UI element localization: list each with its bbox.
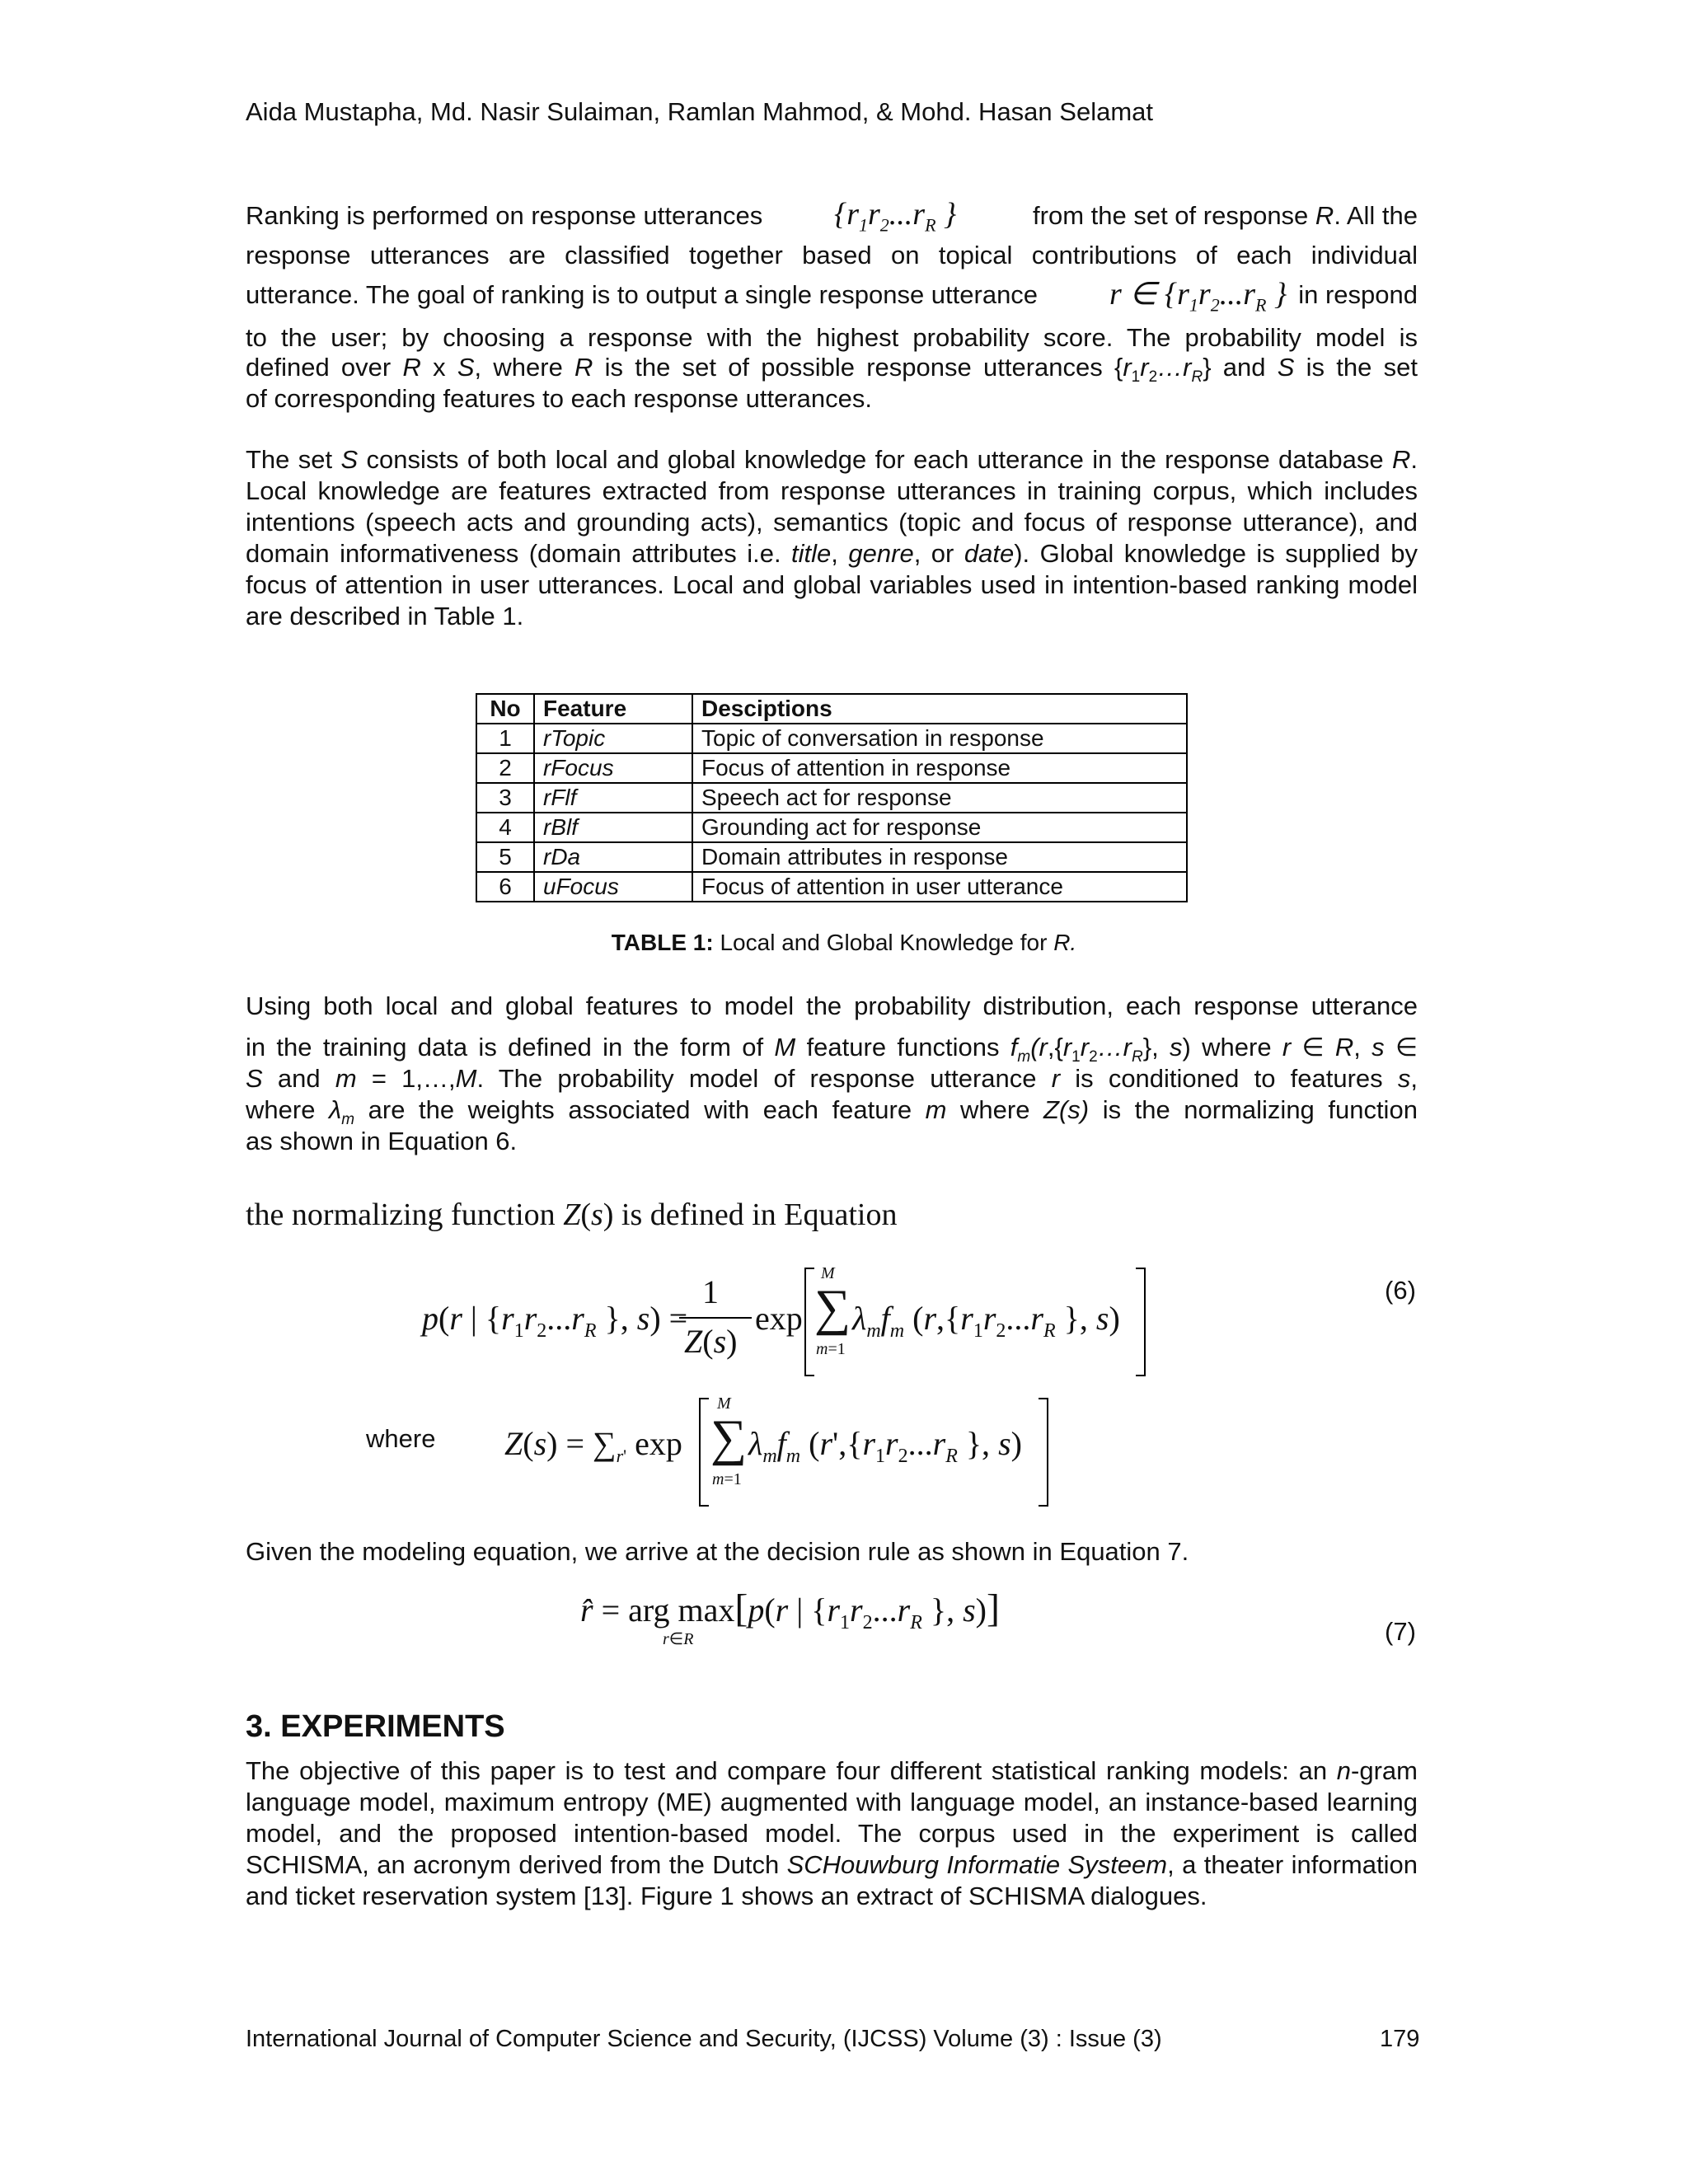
- sum-sign: ∑: [710, 1410, 748, 1466]
- subscript: 1: [1131, 368, 1141, 387]
- eq7-subscript: r∈R: [663, 1630, 694, 1648]
- table-cell: Focus of attention in response: [692, 753, 1187, 783]
- text: title: [791, 539, 832, 568]
- table-caption: [0, 930, 1688, 956]
- table-cell: Focus of attention in user utterance: [692, 872, 1187, 902]
- table-cell: 2: [476, 753, 534, 783]
- left-bracket: [804, 1268, 814, 1376]
- text: , where: [474, 353, 563, 382]
- table-cell: Topic of conversation in response: [692, 724, 1187, 753]
- text: ). Global knowledge is supplied by focus of attention in user utterances. Local and global variables used in intention-based ranking model are described in Table 1.: [246, 539, 1418, 630]
- text: R: [574, 353, 593, 382]
- text: is the normalizing function: [1102, 1095, 1418, 1124]
- table-cell: 6: [476, 872, 534, 902]
- eq-denominator: Z(s): [684, 1323, 738, 1360]
- table-row: [476, 872, 1187, 902]
- text: R: [402, 353, 421, 382]
- right-bracket: [1039, 1398, 1048, 1507]
- text: the normalizing function: [246, 1197, 556, 1232]
- fraction-bar: [679, 1317, 752, 1319]
- text: as shown in Equation 6.: [246, 1127, 518, 1155]
- text: is the set of possible response utterances {: [604, 353, 1123, 382]
- text: feature functions: [806, 1033, 1000, 1062]
- sum-lower: m=1: [712, 1470, 742, 1488]
- text: . Local knowledge are features extracted from response utterances in training corpus, which includes intentions (speech acts and grounding acts), semantics (topic and focus of response utterance), and domain informativeness (domain attributes i.e.: [246, 445, 1418, 568]
- subscript: m: [341, 1111, 355, 1129]
- text: in respond: [1298, 280, 1418, 309]
- text: Z: [563, 1197, 581, 1232]
- text: (r: [1030, 1033, 1048, 1062]
- text: r: [1080, 1033, 1090, 1062]
- table-cell: Domain attributes in response: [692, 842, 1187, 872]
- table-cell: rFlf: [534, 783, 692, 813]
- footer-journal: International Journal of Computer Science and Security, (IJCSS) Volume (3) : Issue (3): [246, 2026, 1162, 2052]
- eq-z-lhs: $Z(s) = \sum_{r'}$ exp: [504, 1425, 682, 1466]
- text: ,{: [1047, 1033, 1063, 1062]
- text: λ: [329, 1095, 342, 1124]
- set-r-formula: {$r_1r_2...r_R$ }: [834, 197, 957, 236]
- table-cell: rTopic: [534, 724, 692, 753]
- table-header-cell: No: [476, 694, 534, 724]
- text: is conditioned to features: [1075, 1064, 1383, 1093]
- text: where: [960, 1095, 1030, 1124]
- text: x: [433, 353, 446, 382]
- running-header: Aida Mustapha, Md. Nasir Sulaiman, Ramlan Mahmod, & Mohd. Hasan Selamat: [246, 97, 1153, 126]
- text: (: [580, 1197, 591, 1232]
- table-cell: 3: [476, 783, 534, 813]
- r-in-set-formula: r ∈ {$r_1r_2...r_R$ }: [1109, 277, 1287, 316]
- text: s: [590, 1197, 603, 1232]
- eq-lhs: p(r | {$r_1r_2...r_R$ }, s) =: [422, 1300, 688, 1342]
- text: , a theater information and ticket reservation system [13]. Figure 1 shows an extract of SCHISMA dialogues.: [246, 1850, 1418, 1910]
- text: and: [277, 1064, 321, 1093]
- text: n: [1336, 1756, 1352, 1785]
- subscript: 2: [1089, 1048, 1098, 1066]
- text: to the user; by choosing a response with the highest probability score. The probability model is: [246, 323, 1418, 352]
- text: ) where: [1182, 1033, 1272, 1062]
- text: },: [1142, 1033, 1159, 1062]
- equation-6: [422, 1264, 1164, 1383]
- text: m: [335, 1064, 357, 1093]
- text: ,: [1353, 1033, 1361, 1062]
- table-row: [476, 842, 1187, 872]
- table-cell: 5: [476, 842, 534, 872]
- text: s: [1397, 1064, 1411, 1093]
- caption-text: Local and Global Knowledge for: [720, 930, 1048, 955]
- table-row: [476, 783, 1187, 813]
- text: S: [246, 1064, 263, 1093]
- subscript: 1: [1071, 1048, 1081, 1066]
- table-cell: uFocus: [534, 872, 692, 902]
- text: ∈: [1301, 1033, 1325, 1062]
- text: , or: [913, 539, 954, 568]
- left-bracket: [699, 1398, 709, 1507]
- sum-upper: M: [717, 1394, 731, 1413]
- text: s: [1372, 1033, 1385, 1062]
- table-cell: 1: [476, 724, 534, 753]
- section-3-paragraph: [246, 1755, 1418, 1912]
- right-bracket: [1136, 1268, 1146, 1376]
- subscript: 2: [1148, 368, 1158, 387]
- text: The objective of this paper is to test and compare four different statistical ranking models: an: [246, 1756, 1328, 1785]
- subscript: m: [1017, 1048, 1031, 1066]
- caption-symbol: R.: [1053, 930, 1077, 955]
- table-cell: rDa: [534, 842, 692, 872]
- text: -gram language model, maximum entropy (ME) augmented with language model, an instance-based learning model, and the proposed intention-based model. The corpus used in the experiment is called SCHISMA, an acronym derived from the Dutch: [246, 1756, 1418, 1879]
- text: is the set: [1306, 353, 1418, 382]
- sum-sign: ∑: [814, 1280, 851, 1336]
- text: ) is defined in Equation: [603, 1197, 898, 1232]
- text: m: [925, 1095, 947, 1124]
- sum-lower: m=1: [816, 1340, 846, 1358]
- paragraph-2: [246, 444, 1418, 632]
- text: r: [1140, 353, 1149, 382]
- section-heading: 3. EXPERIMENTS: [246, 1709, 505, 1744]
- table-cell: 4: [476, 813, 534, 842]
- text: ∈: [1395, 1033, 1418, 1062]
- table-cell: Speech act for response: [692, 783, 1187, 813]
- text: utterance. The goal of ranking is to output a single response utterance: [246, 280, 1039, 309]
- text: r: [1123, 353, 1132, 382]
- eq-z-summand: $\lambda_mf_m$ ($r',\{r_1r_2...r_R$ }, s): [748, 1425, 1022, 1467]
- text: Ranking is performed on response utterances: [246, 201, 763, 230]
- text: s: [1170, 1033, 1183, 1062]
- text: M: [455, 1064, 477, 1093]
- text: S: [1277, 353, 1295, 382]
- table-cell: rFocus: [534, 753, 692, 783]
- equation-7: [580, 1586, 1009, 1660]
- table-cell: rBlf: [534, 813, 692, 842]
- feature-table: [476, 693, 1188, 902]
- text: date: [964, 539, 1015, 568]
- table-row: [476, 724, 1187, 753]
- text: r: [1282, 1033, 1292, 1062]
- text: The set: [246, 445, 333, 474]
- subscript: R: [1191, 368, 1203, 387]
- text: R: [1334, 1033, 1354, 1062]
- where-label: where: [366, 1424, 436, 1453]
- caption-label: TABLE 1:: [611, 930, 714, 955]
- table-header-cell: Feature: [534, 694, 692, 724]
- text: } and: [1203, 353, 1266, 382]
- table-header-row: [476, 694, 1187, 724]
- eq-exp: exp: [755, 1300, 803, 1337]
- text: Z(s): [1043, 1095, 1090, 1124]
- table-row: [476, 813, 1187, 842]
- normalizing-line: [246, 1197, 897, 1233]
- text: S: [457, 353, 475, 382]
- equation-6-number: (6): [1385, 1276, 1416, 1305]
- text: S: [340, 445, 359, 474]
- equation-7-number: (7): [1385, 1617, 1416, 1646]
- text: M: [774, 1033, 796, 1062]
- table-cell: Grounding act for response: [692, 813, 1187, 842]
- text: in the training data is defined in the form of: [246, 1033, 764, 1062]
- text: from the set of response: [1033, 201, 1309, 230]
- text: = 1,…,: [371, 1064, 456, 1093]
- text: SCHouwburg Informatie Systeem: [786, 1850, 1168, 1879]
- text: f: [1010, 1033, 1018, 1062]
- text: ,: [1410, 1064, 1418, 1093]
- text: R: [1391, 445, 1411, 474]
- eq-numerator: 1: [702, 1273, 719, 1310]
- text: Using both local and global features to model the probability distribution, each response utterance: [246, 991, 1418, 1020]
- text: of corresponding features to each response utterances.: [246, 384, 872, 413]
- text: r: [1062, 1033, 1072, 1062]
- equation-z: [504, 1394, 1065, 1516]
- text: R: [1315, 201, 1334, 230]
- paragraph-4: Given the modeling equation, we arrive at the decision rule as shown in Equation 7.: [246, 1537, 1189, 1566]
- eq-summand: $\lambda_mf_m$ ($r,\{r_1r_2...r_R$ }, s): [852, 1300, 1120, 1342]
- subscript: R: [1131, 1048, 1143, 1066]
- text: genre: [848, 539, 914, 568]
- text: …r: [1097, 1033, 1132, 1062]
- text: . The probability model of response utterance: [476, 1064, 1037, 1093]
- table-header-cell: Desciptions: [692, 694, 1187, 724]
- text: defined over: [246, 353, 392, 382]
- text: ,: [831, 539, 838, 568]
- eq7-body: r̂ = arg max[p(r | {$r_1r_2...r_R$ }, s)]: [580, 1586, 1000, 1633]
- text: where: [246, 1095, 316, 1124]
- text: consists of both local and global knowledge for each utterance in the response database: [366, 445, 1384, 474]
- text: are the weights associated with each feature: [368, 1095, 912, 1124]
- page-number: 179: [1380, 2026, 1420, 2052]
- text: . All the: [1334, 201, 1418, 230]
- text: r: [1051, 1064, 1061, 1093]
- text: …r: [1157, 353, 1192, 382]
- table-row: [476, 753, 1187, 783]
- sum-upper: M: [821, 1264, 835, 1282]
- text: response utterances are classified together based on topical contributions of each individual: [246, 241, 1418, 269]
